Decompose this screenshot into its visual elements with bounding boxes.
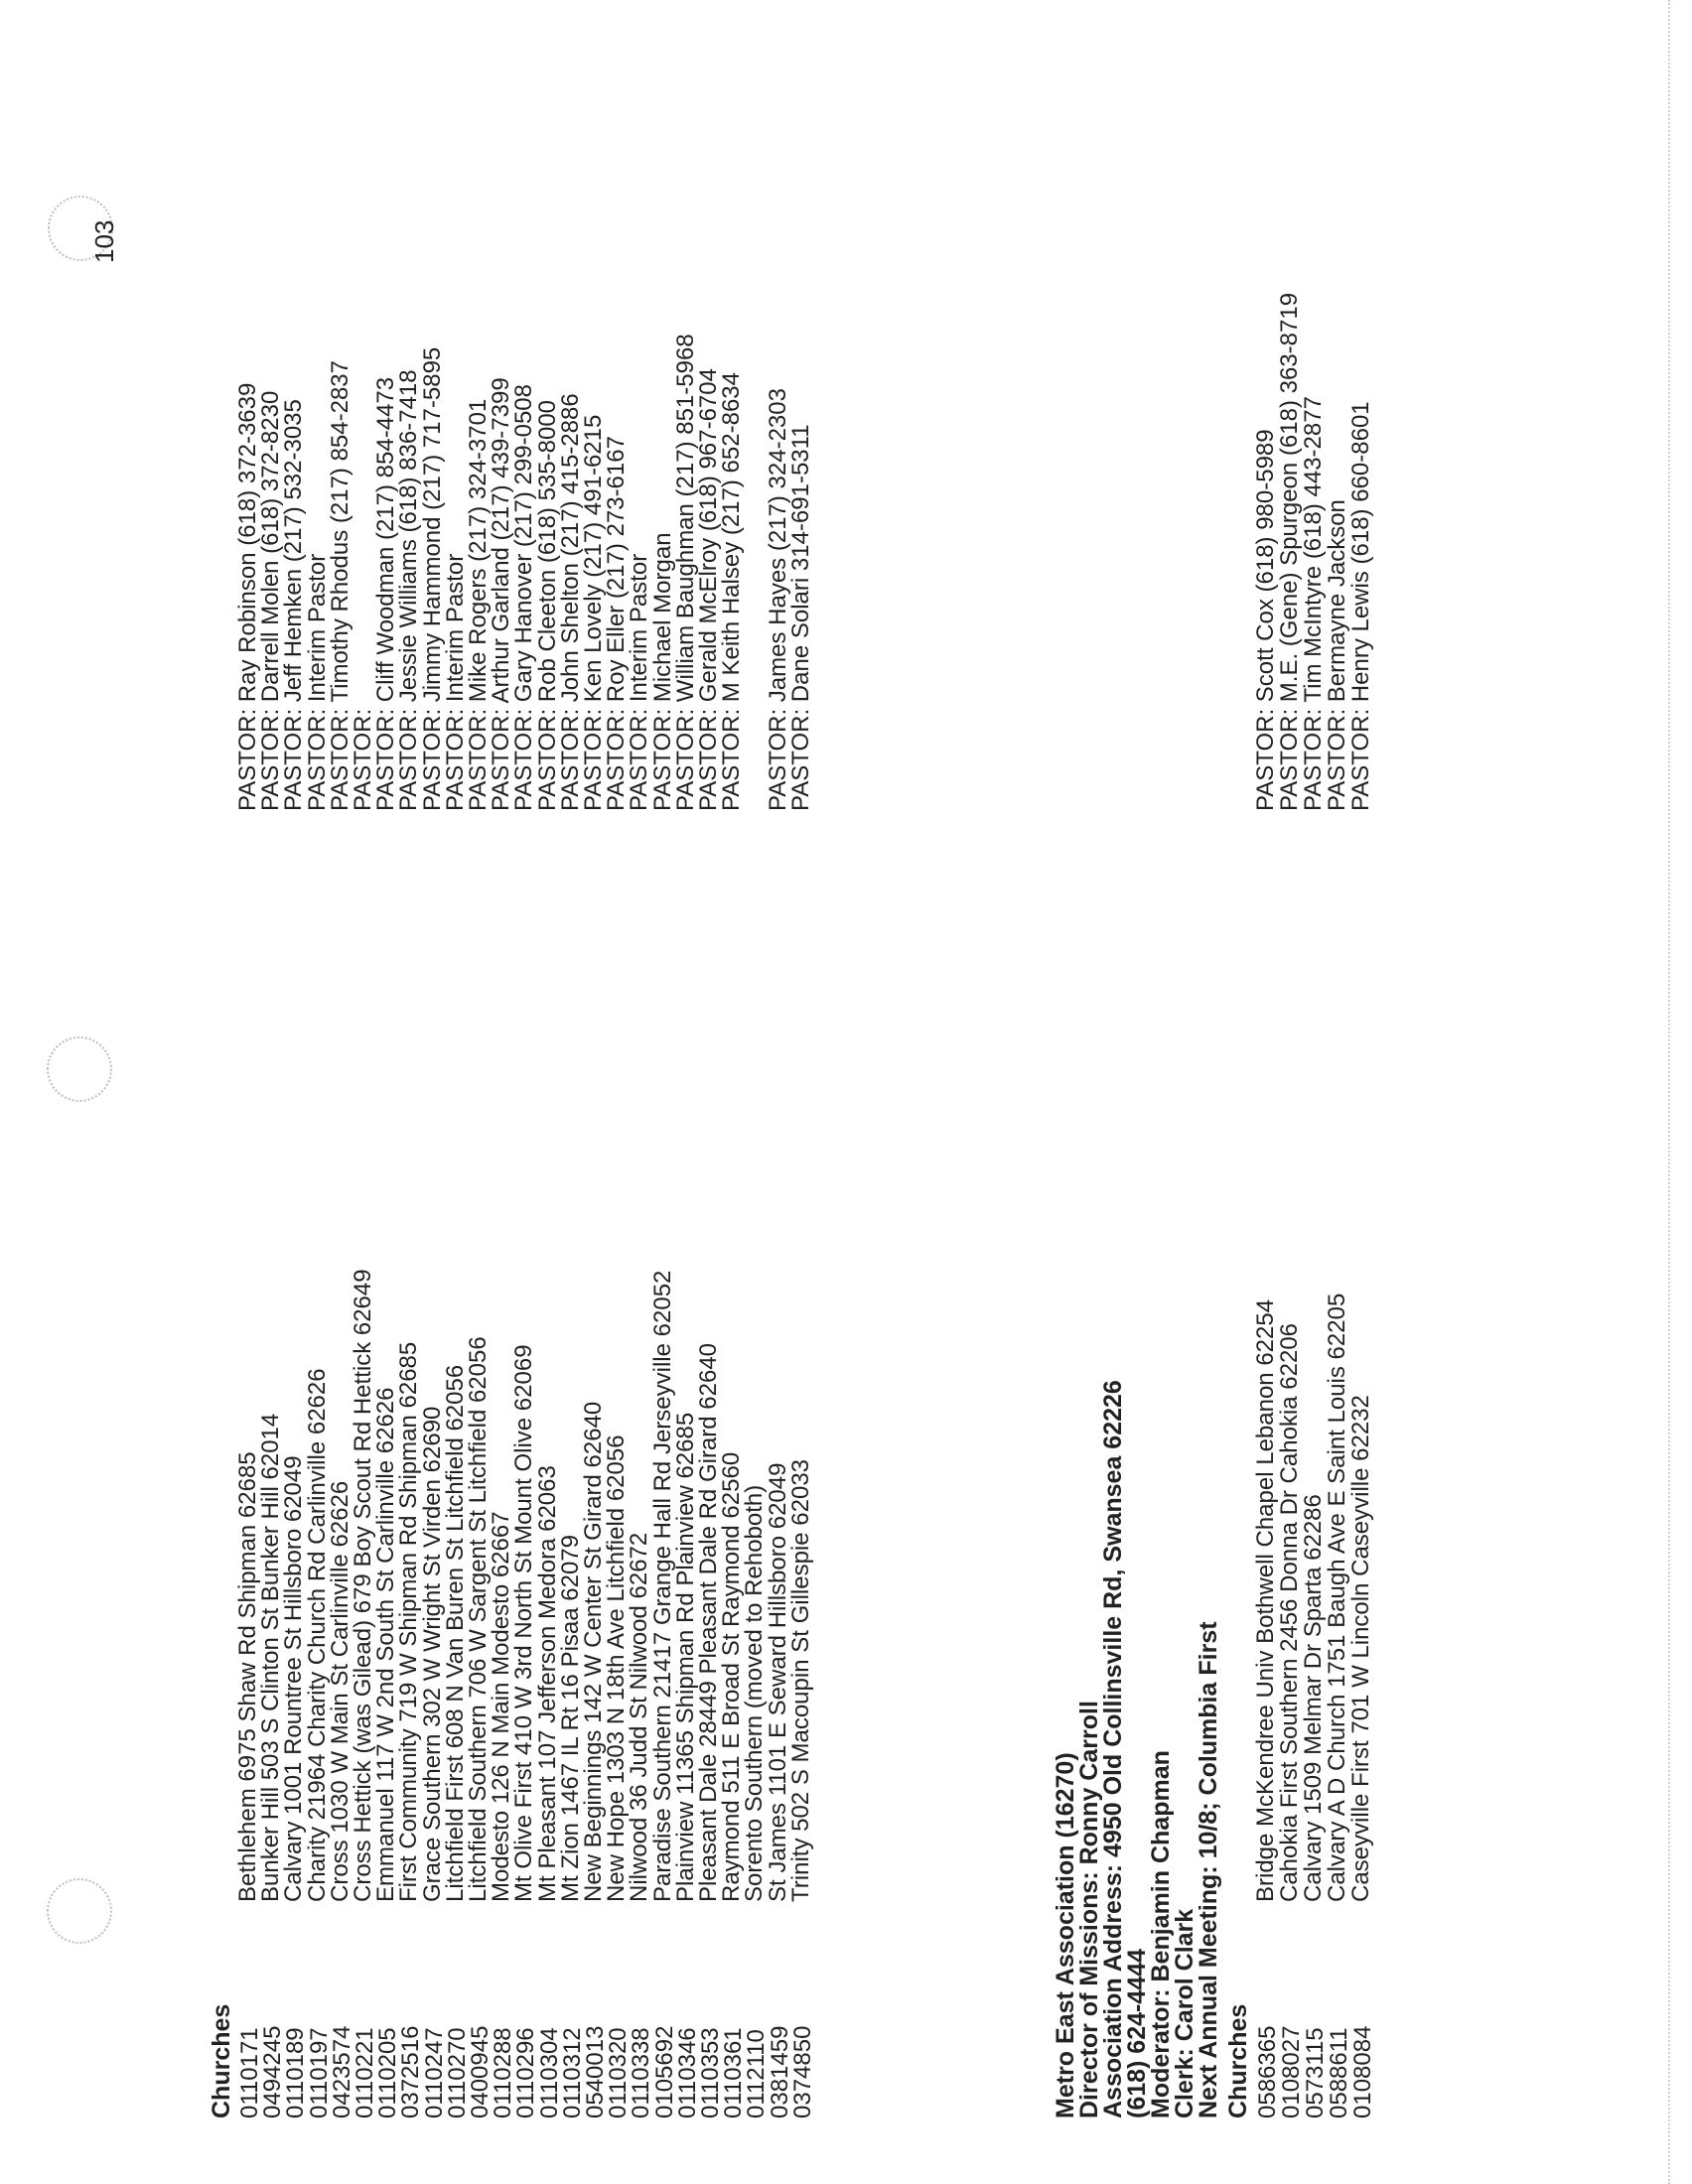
church-entry: Calvary A D Church 1751 Baugh Ave E Saint Louis 62205 <box>1324 1293 1350 1902</box>
church-entry: Cross Hettick (was Gilead) 679 Boy Scout Rd Hettick 62649 <box>350 1269 376 1902</box>
church-entry: Paradise Southern 21417 Grange Hall Rd Jerseyville 62052 <box>648 1270 676 1902</box>
church-id: 0110312 <box>558 2027 586 2118</box>
association-meeting: Next Annual Meeting: 10/8; Columbia First <box>1195 1621 1222 2118</box>
church-entry: New Hope 1303 N 18th Ave Litchfield 62056 <box>603 1434 631 1902</box>
church-entry: Caseyville First 701 W Lincoln Caseyville 62232 <box>1347 1395 1374 1902</box>
church-entry: Calvary 1001 Rountree St Hillsboro 62049 <box>280 1455 308 1902</box>
church-entry: Mt Olive First 410 W 3rd North St Mount Olive 62069 <box>510 1344 538 1902</box>
church-id: 0110189 <box>282 2027 310 2118</box>
church-id: 0381459 <box>766 2025 793 2118</box>
church-entry: Litchfield First 608 N Van Buren St Litchfield 62056 <box>441 1364 469 1902</box>
church-entry: Mt Pleasant 107 Jefferson Medora 62063 <box>533 1465 561 1902</box>
pastor-entry: PASTOR: Henry Lewis (618) 660-8601 <box>1347 401 1374 811</box>
church-id: 0110353 <box>697 2027 724 2118</box>
church-entry: Trinity 502 S Macoupin St Gillespie 62033 <box>786 1458 814 1902</box>
pastor-entry: PASTOR: Ray Robinson (618) 372-3639 <box>234 382 261 811</box>
pastor-entry: PASTOR: Cliff Woodman (217) 854-4473 <box>372 376 400 811</box>
church-id: 0110320 <box>605 2027 633 2118</box>
pastor-entry: PASTOR: Arthur Garland (217) 439-7399 <box>488 377 515 811</box>
association-phone: (618) 624-4444 <box>1123 1949 1151 2118</box>
church-id: 0110361 <box>720 2027 748 2118</box>
church-entry: Charity 21964 Charity Church Rd Carlinville 62626 <box>303 1368 331 1902</box>
pastor-entry: PASTOR: Ken Lovely (217) 491-6215 <box>580 414 607 811</box>
church-entry: Cahokia First Southern 2456 Donna Dr Cahokia 62206 <box>1276 1322 1303 1902</box>
section-heading: Churches <box>1224 2003 1252 2118</box>
church-id: 0110338 <box>628 2027 655 2118</box>
church-entry: Raymond 511 E Broad St Raymond 62560 <box>718 1451 746 1902</box>
church-entry: Mt Zion 1467 IL Rt 16 Pisaa 62079 <box>556 1534 584 1902</box>
pastor-entry: PASTOR: Interim Pastor <box>626 553 653 811</box>
association-clerk: Clerk: Carol Clark <box>1171 1908 1198 2118</box>
pastor-entry: PASTOR: Gary Hanover (217) 299-0508 <box>510 384 538 811</box>
church-entry: First Community 719 W Shipman Rd Shipman 62685 <box>395 1341 423 1902</box>
pastor-entry: PASTOR: Bermayne Jackson <box>1324 499 1350 811</box>
church-id: 0588611 <box>1326 2027 1352 2118</box>
church-entry: Bunker Hill 503 S Clinton St Bunker Hill 62014 <box>257 1413 285 1902</box>
pastor-entry: PASTOR: Tim McIntyre (618) 443-2877 <box>1300 396 1327 811</box>
punch-hole-middle <box>47 1036 112 1102</box>
association-director: Director of Missions: Ronny Carroll <box>1075 1701 1103 2118</box>
page-edge-line <box>1668 0 1670 2184</box>
pastor-entry: PASTOR: Interim Pastor <box>441 553 469 811</box>
pastor-entry: PASTOR: John Shelton (217) 415-2886 <box>556 393 584 811</box>
church-id: 0112110 <box>743 2029 771 2118</box>
church-id: 0110197 <box>305 2027 333 2118</box>
pastor-entry: PASTOR: Mike Rogers (217) 324-3701 <box>465 398 492 811</box>
church-id: 0108084 <box>1349 2025 1376 2118</box>
pastor-entry: PASTOR: Jessie Williams (618) 836-7418 <box>395 369 423 811</box>
church-entry: New Beginnings 142 W Center St Girard 62640 <box>580 1401 607 1902</box>
church-id: 0110270 <box>443 2027 471 2118</box>
section-heading: Churches <box>208 2003 235 2118</box>
pastor-entry: PASTOR: Gerald McElroy (618) 967-6704 <box>695 368 722 811</box>
pastor-entry: PASTOR: Timothy Rhodus (217) 854-2837 <box>326 359 353 811</box>
pastor-entry: PASTOR: Michael Morgan <box>648 532 676 811</box>
church-id: 0400945 <box>467 2025 494 2118</box>
church-id: 0494245 <box>259 2025 287 2118</box>
church-id: 0110288 <box>490 2027 517 2118</box>
pastor-entry: PASTOR: Scott Cox (618) 980-5989 <box>1252 429 1279 811</box>
pastor-entry: PASTOR: Interim Pastor <box>303 553 331 811</box>
church-id: 0105692 <box>650 2025 678 2118</box>
church-id: 0586365 <box>1254 2025 1281 2118</box>
church-id: 0110205 <box>374 2027 402 2118</box>
pastor-entry: PASTOR: Rob Cleeton (618) 535-8000 <box>533 399 561 811</box>
association-name: Metro East Association (16270) <box>1052 1752 1079 2118</box>
church-id: 0110304 <box>535 2027 563 2118</box>
pastor-entry: PASTOR: <box>350 708 376 811</box>
pastor-entry: PASTOR: James Hayes (217) 324-2303 <box>764 388 791 811</box>
church-entry: Litchfield Southern 706 W Sargent St Litchfield 62056 <box>465 1336 492 1902</box>
pastor-entry: PASTOR: William Baughman (217) 851-5968 <box>671 334 699 811</box>
church-id: 0110171 <box>236 2027 263 2118</box>
pastor-entry: PASTOR: Jeff Hemken (217) 532-3035 <box>280 399 308 811</box>
church-id: 0423574 <box>328 2025 355 2118</box>
church-id: 0374850 <box>788 2025 816 2118</box>
church-id: 0540013 <box>582 2025 609 2118</box>
association-moderator: Moderator: Benjamin Chapman <box>1147 1750 1175 2118</box>
church-entry: Calvary 1509 Melmar Dr Sparta 62286 <box>1300 1494 1327 1902</box>
church-id: 0110296 <box>512 2027 540 2118</box>
church-id: 0110346 <box>673 2027 701 2118</box>
pastor-entry: PASTOR: Roy Eller (217) 273-6167 <box>603 436 631 811</box>
church-entry: Plainview 11365 Shipman Rd Plainview 62685 <box>671 1412 699 1902</box>
church-entry: Grace Southern 302 W Wright St Virden 62690 <box>418 1406 446 1902</box>
church-id: 0372516 <box>397 2025 425 2118</box>
church-entry: Bethlehem 6975 Shaw Rd Shipman 62685 <box>234 1451 261 1902</box>
church-id: 0573115 <box>1302 2027 1329 2118</box>
church-entry: Nilwood 36 Judd St Nilwood 62672 <box>626 1532 653 1902</box>
church-entry: Emmanuel 117 W 2nd South St Carlinville 62626 <box>372 1387 400 1902</box>
association-address: Association Address: 4950 Old Collinsville Rd, Swansea 62226 <box>1099 1380 1127 2118</box>
church-entry: St James 1101 E Seward Hillsboro 62049 <box>764 1462 791 1902</box>
pastor-entry: PASTOR: M.E. (Gene) Spurgeon (618) 363-8719 <box>1276 292 1303 811</box>
church-entry: Modesto 126 N Main Modesto 62667 <box>488 1511 515 1902</box>
church-id: 0108027 <box>1278 2025 1305 2118</box>
punch-hole-bottom <box>47 1878 112 1944</box>
pastor-entry: PASTOR: M Keith Halsey (217) 652-8634 <box>718 372 746 811</box>
pastor-entry: PASTOR: Darrell Molen (618) 372-8230 <box>257 390 285 811</box>
church-entry: Pleasant Dale 28449 Pleasant Dale Rd Girard 62640 <box>695 1342 722 1902</box>
church-id: 0110247 <box>420 2027 448 2118</box>
church-entry: Bridge McKendree Univ Bothwell Chapel Lebanon 62254 <box>1252 1298 1279 1902</box>
page-number: 103 <box>89 219 119 263</box>
church-id: 0110221 <box>352 2027 378 2118</box>
church-entry: Sorento Southern (moved to Rehoboth) <box>741 1484 769 1902</box>
pastor-entry: PASTOR: Dane Solari 314-691-5311 <box>786 424 814 811</box>
church-entry: Cross 1030 W Main St Carlinville 62626 <box>326 1480 353 1902</box>
pastor-entry: PASTOR: Jimmy Hammond (217) 717-5895 <box>418 346 446 811</box>
